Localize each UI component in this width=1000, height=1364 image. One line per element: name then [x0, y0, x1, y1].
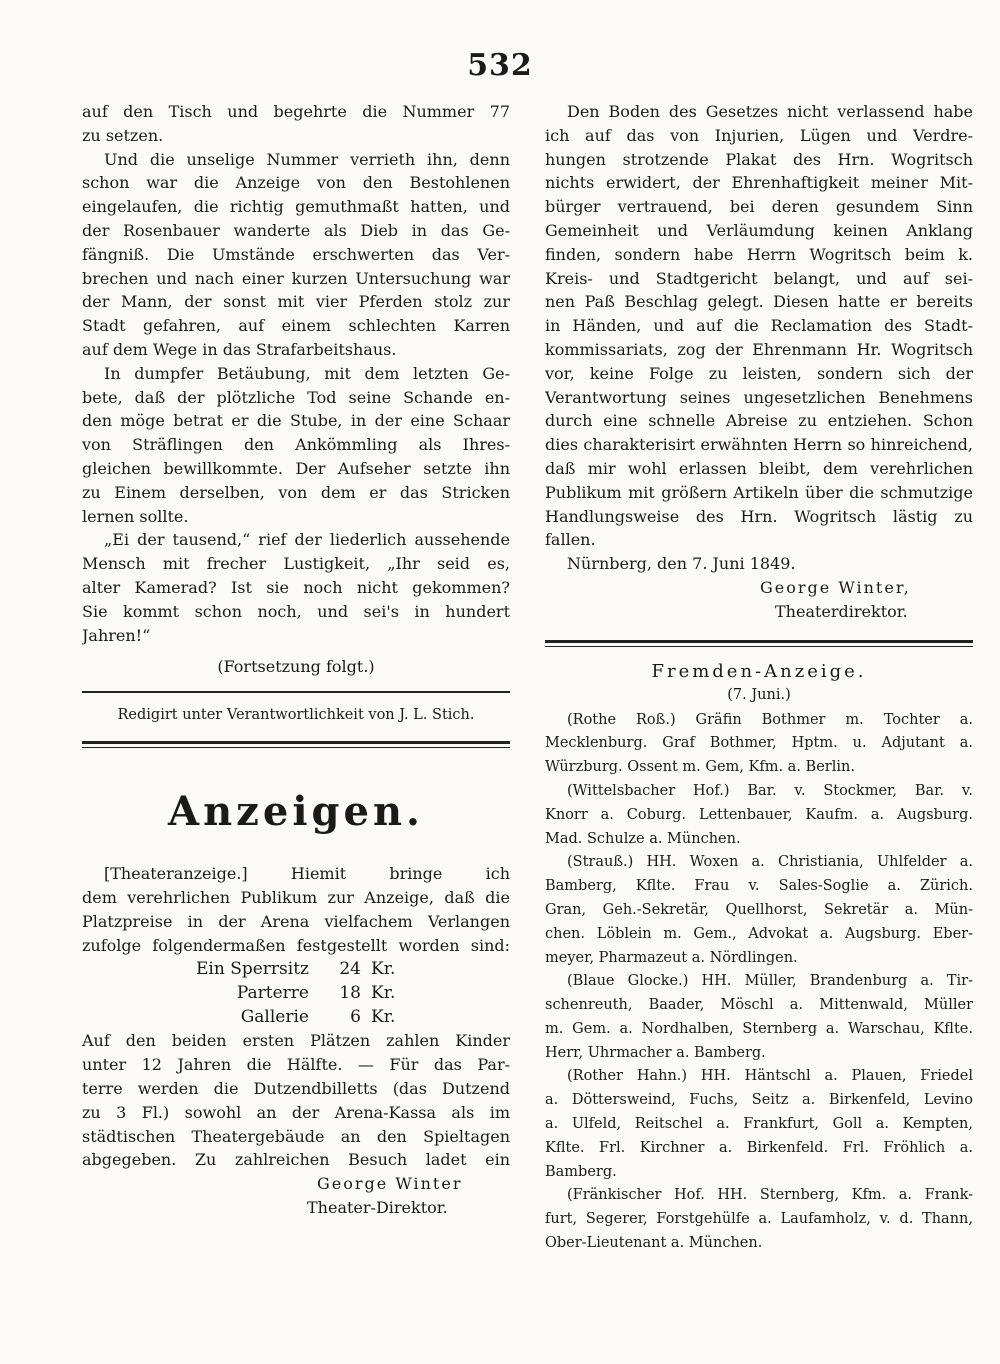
text-line: schon war die Anzeige von den Bestohlenen: [82, 173, 510, 193]
double-divider: [82, 741, 510, 748]
text-line: Handlungsweise des Hrn. Wogritsch lästig zu: [545, 506, 973, 526]
list-item: chen. Löblein m. Gem., Advokat a. Augsburg. Eber-: [545, 925, 973, 942]
right-column: [545, 100, 973, 1256]
text-line: nichts erwidert, der Ehrenhaftigkeit meiner Mit-: [545, 173, 973, 193]
text-line: Verantwortung seines ungesetzlichen Benehmens: [545, 387, 973, 407]
theater-notice: [82, 862, 510, 957]
fremden-heading: Fremden-Anzeige.: [651, 660, 867, 682]
text-line: eingelaufen, die richtig gemuthmaßt hatten, und: [82, 197, 510, 217]
continuation-note: (Fortsetzung folgt.): [217, 657, 375, 677]
list-item: Mad. Schulze a. München.: [545, 830, 741, 847]
price-row: [174, 981, 510, 1005]
fremden-list: [545, 709, 973, 1256]
text-line: Stadt gefahren, auf einem schlechten Karren: [82, 316, 510, 336]
text-line: der Rosenbauer wanderte als Dieb in das Ge-: [82, 220, 510, 240]
text-line: zufolge folgendermaßen festgestellt worden sind:: [82, 935, 510, 955]
text-line: Sie kommt schon noch, und sei's in hundert: [82, 601, 510, 621]
text-line: Und die unselige Nummer verrieth ihn, denn: [104, 149, 510, 169]
text-line: terre werden die Dutzendbilletts (das Dutzend: [82, 1078, 510, 1098]
text-line: den möge betrat er die Stube, in der eine Schaar: [82, 411, 510, 431]
text-line: dies charakterisirt erwähnten Herrn so hinreichend,: [545, 435, 973, 455]
list-item: schenreuth, Baader, Möschl a. Mittenwald, Müller: [545, 997, 973, 1014]
list-item: Würzburg. Ossent m. Gem, Kfm. a. Berlin.: [545, 759, 855, 776]
list-item: Ober-Lieutenant a. München.: [545, 1235, 763, 1252]
text-line: der Mann, der sonst mit vier Pferden stolz zur: [82, 292, 510, 312]
price-row: [174, 1005, 510, 1029]
text-line: dem verehrlichen Publikum zur Anzeige, daß die: [82, 887, 510, 907]
text-line: hungen strotzende Plakat des Hrn. Wogritsch: [545, 149, 973, 169]
price-value: 18: [339, 983, 361, 1004]
text-line: fängniß. Die Umstände erschwerten das Ver-: [82, 244, 510, 264]
price-value: 24: [339, 959, 361, 980]
price-label: Ein Sperrsitz: [196, 959, 309, 980]
text-line: Platzpreise in der Arena vielfachem Verlangen: [82, 911, 510, 931]
text-line: „Ei der tausend,“ rief der liederlich aussehende: [104, 530, 510, 550]
text-line: Auf den beiden ersten Plätzen zahlen Kinder: [82, 1031, 510, 1051]
price-unit: Kr.: [371, 1007, 396, 1028]
dateline: Nürnberg, den 7. Juni 1849.: [567, 554, 796, 574]
signature-title: Theaterdirektor.: [775, 601, 908, 621]
text-line: von Sträflingen den Ankömmling als Ihres-: [82, 435, 510, 455]
list-item: (Wittelsbacher Hof.) Bar. v. Stockmer, Bar. v.: [567, 782, 973, 799]
list-item: a. Döttersweind, Fuchs, Seitz a. Birkenfeld, Levino: [545, 1092, 973, 1109]
price-list: [82, 957, 510, 1029]
text-line: ich auf das von Injurien, Lügen und Verdre-: [545, 125, 973, 145]
price-unit: Kr.: [371, 983, 396, 1004]
fremden-date: (7. Juni.): [727, 686, 791, 703]
price-label: Gallerie: [240, 1007, 309, 1028]
text-line: vor, keine Folge zu leisten, sondern sich der: [545, 363, 973, 383]
text-line: daß mir wohl erlassen bleibt, dem verehrlichen: [545, 458, 973, 478]
text-line: auf dem Wege in das Strafarbeitshaus.: [82, 339, 397, 359]
list-item: (Fränkischer Hof. HH. Sternberg, Kfm. a. Frank-: [567, 1187, 973, 1204]
text-line: [Theateranzeige.] Hiemit bringe ich: [104, 864, 510, 884]
text-line: zu Einem derselben, von dem er das Stricken: [82, 482, 510, 502]
text-line: städtischen Theatergebäude an den Spieltagen: [82, 1126, 510, 1146]
signature-name: George Winter: [317, 1174, 463, 1194]
double-divider: [545, 640, 973, 647]
text-line: auf den Tisch und begehrte die Nummer 77: [82, 102, 510, 121]
price-row: [174, 957, 510, 981]
text-line: in Händen, und auf die Reclamation des Stadt-: [545, 316, 973, 336]
price-unit: Kr.: [371, 959, 396, 980]
text-line: fallen.: [545, 530, 596, 550]
text-line: Gemeinheit und Verläumdung keinen Anklang: [545, 220, 973, 240]
text-line: gleichen bewillkommte. Der Aufseher setzte ihn: [82, 458, 510, 478]
list-item: m. Gem. a. Nordhalben, Sternberg a. Warschau, Kflte.: [545, 1020, 973, 1037]
editor-note: Redigirt unter Verantwortlichkeit von J. L. Stich.: [117, 707, 475, 724]
price-label: Parterre: [236, 983, 309, 1004]
text-line: Den Boden des Gesetzes nicht verlassend habe: [567, 102, 973, 121]
theater-notice-continued: [82, 1029, 510, 1219]
text-line: bürger vertrauend, bei deren gesundem Sinn: [545, 197, 973, 217]
text-line: bete, daß der plötzliche Tod seine Schande en-: [82, 387, 510, 407]
page-number: 532: [467, 48, 533, 83]
list-item: (Strauß.) HH. Woxen a. Christiania, Uhlfelder a.: [567, 854, 973, 871]
text-line: Mensch mit frecher Lustigkeit, „Ihr seid es,: [82, 554, 510, 574]
text-line: nen Paß Beschlag gelegt. Diesen hatte er bereits: [545, 292, 973, 312]
text-line: zu 3 Fl.) sowohl an der Arena-Kassa als im: [82, 1102, 510, 1122]
left-column: [82, 100, 510, 1220]
list-item: (Blaue Glocke.) HH. Müller, Brandenburg a. Tir-: [567, 973, 973, 990]
list-item: Knorr a. Coburg. Lettenbauer, Kaufm. a. Augsburg.: [545, 806, 973, 823]
letter-text: [545, 100, 973, 624]
list-item: Bamberg, Kflte. Frau v. Sales-Soglie a. Zürich.: [545, 878, 973, 895]
list-item: Mecklenburg. Graf Bothmer, Hptm. u. Adjutant a.: [545, 735, 973, 752]
list-item: (Rothe Roß.) Gräfin Bothmer m. Tochter a.: [567, 711, 973, 728]
text-line: kommissariats, zog der Ehrenmann Hr. Wogritsch: [545, 339, 973, 359]
text-line: In dumpfer Betäubung, mit dem letzten Ge-: [104, 363, 510, 383]
text-line: abgegeben. Zu zahlreichen Besuch ladet ein: [82, 1150, 510, 1170]
list-item: Gran, Geh.-Sekretär, Quellhorst, Sekretär a. Mün-: [545, 901, 973, 918]
divider: [82, 691, 510, 693]
list-item: Herr, Uhrmacher a. Bamberg.: [545, 1044, 766, 1061]
text-line: durch eine schnelle Abreise zu entziehen. Schon: [545, 411, 973, 431]
text-line: Kreis- und Stadtgericht belangt, und auf sei-: [545, 268, 973, 288]
signature-name: George Winter,: [760, 577, 911, 597]
price-value: 6: [350, 1007, 361, 1028]
story-text: [82, 100, 510, 647]
list-item: Kflte. Frl. Kirchner a. Birkenfeld. Frl. Fröhlich a.: [545, 1139, 973, 1156]
text-line: unter 12 Jahren die Hälfte. — Für das Par-: [82, 1055, 510, 1075]
text-line: lernen sollte.: [82, 506, 189, 526]
list-item: meyer, Pharmazeut a. Nördlingen.: [545, 949, 798, 966]
list-item: (Rother Hahn.) HH. Häntschl a. Plauen, Friedel: [567, 1068, 973, 1085]
anzeigen-heading: Anzeigen.: [168, 788, 424, 836]
text-line: Jahren!“: [82, 625, 151, 645]
list-item: furt, Segerer, Forstgehülfe a. Laufamholz, v. d. Thann,: [545, 1211, 973, 1228]
text-line: alter Kamerad? Ist sie noch nicht gekommen?: [82, 577, 510, 597]
text-line: zu setzen.: [82, 125, 164, 145]
text-line: brechen und nach einer kurzen Untersuchung war: [82, 268, 510, 288]
list-item: Bamberg.: [545, 1163, 617, 1180]
signature-title: Theater-Direktor.: [307, 1197, 448, 1217]
text-line: finden, sondern habe Herrn Wogritsch beim k.: [545, 244, 973, 264]
text-line: Publikum mit größern Artikeln über die schmutzige: [545, 482, 973, 502]
list-item: a. Ulfeld, Reitschel a. Frankfurt, Goll a. Kempten,: [545, 1116, 973, 1133]
